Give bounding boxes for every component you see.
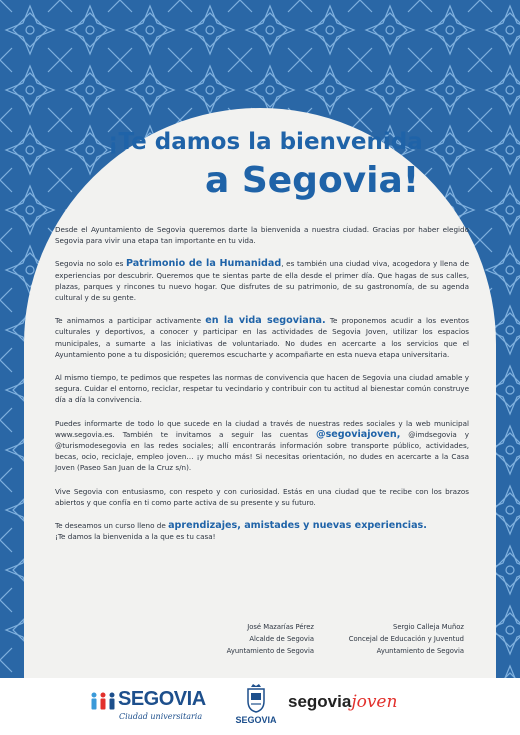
- paragraph-3-text-b: Te proponemos acudir a los eventos culturales y deportivos, a conocer y participar en las actividades de Segovia Joven, utilizar los espacios municipales, a sumarte a las iniciativas de voluntariado. No dudes en acercarte a los servicios que el Ayuntamiento pone a tu disposición; queremos escucharte y acompañarte en esta nueva etapa universitaria.: [55, 316, 469, 359]
- logo1-tagline: Ciudad universitaria: [119, 712, 203, 721]
- paragraph-7-text-b: ¡Te damos la bienvenida a la que es tu casa!: [55, 532, 216, 542]
- signature-left-name: José Mazarías Pérez: [247, 623, 314, 631]
- logo3-text-a: segovia: [288, 692, 352, 711]
- paragraph-2-text-a: Segovia no solo es: [55, 259, 127, 269]
- logo3-text-b: joven: [351, 692, 398, 712]
- segovia-crest-logo: [236, 683, 276, 729]
- paragraph-7-text-a: Te deseamos un curso lleno de: [55, 521, 169, 531]
- paragraph-1: Desde el Ayuntamiento de Segovia queremos darte la bienvenida a nuestra ciudad. Gracias por haber elegido Segovia para vivir una etapa tan importante en tu vida.: [55, 225, 469, 246]
- segovia-joven-logo: [288, 692, 397, 712]
- letter-body: [55, 224, 469, 542]
- logo1-name: SEGOVIA: [118, 688, 206, 710]
- paragraph-2: [55, 258, 469, 303]
- highlight-patrimonio: Patrimonio de la Humanidad: [126, 258, 282, 270]
- signature-right-org: Ayuntamiento de Segovia: [376, 647, 464, 655]
- segovia-ciudad-universitaria-logo: [90, 686, 205, 726]
- signature-right: [330, 621, 464, 657]
- signature-left: [192, 621, 314, 657]
- title-line-2: a Segovia!: [205, 160, 420, 201]
- paragraph-3: [55, 315, 469, 360]
- highlight-segoviajoven: @segoviajoven,: [315, 428, 401, 440]
- signature-left-org: Ayuntamiento de Segovia: [226, 647, 314, 655]
- paragraph-6: Vive Segovia con entusiasmo, con respeto y con curiosidad. Estás en una ciudad que te recibe con los brazos abiertos y que confía en ti como parte activa de su presente y su futuro.: [55, 486, 469, 507]
- coat-of-arms-icon: [245, 683, 267, 713]
- title-line-1: ¡Te damos la bienvenida: [108, 129, 423, 155]
- paragraph-4: Al mismo tiempo, te pedimos que respetes las normas de convivencia que hacen de Segovia una ciudad amable y segura. Cuidar el entorno, reciclar, respetar tu vecindario y contribuir con tu actitud al bienestar común construye día a día la convivencia.: [55, 373, 469, 405]
- highlight-aprendizajes: aprendizajes, amistades y nuevas experiencias.: [168, 520, 427, 532]
- paragraph-3-text-a: Te animamos a participar activamente: [55, 316, 206, 326]
- paragraph-5-text-b: @imdsegovia y @turismodesegovia en las redes sociales; allí encontrarás información sobre transporte público, actividades, becas, ocio, reciclaje, empleo joven… ¡y mucho más! Si necesitas orientación, no dudes en acercarte a la Casa Joven (Paseo San Juan de la Cruz s/n).: [55, 429, 470, 473]
- signature-right-name: Sergio Calleja Muñoz: [393, 623, 464, 631]
- highlight-vida-segoviana: en la vida segoviana.: [205, 315, 326, 327]
- paragraph-5-text-a: Puedes informarte de todo lo que sucede en la ciudad a través de nuestras redes sociales y la web municipal www.segovia.es. También te invitamos a seguir las cuentas: [55, 418, 469, 439]
- signature-right-role: Concejal de Educación y Juventud: [348, 635, 464, 643]
- paragraph-7: [55, 520, 469, 542]
- paragraph-5: [55, 418, 469, 474]
- logo2-name: SEGOVIA: [235, 715, 277, 725]
- people-icon: [90, 692, 116, 710]
- signature-left-role: Alcalde de Segovia: [249, 635, 314, 643]
- paragraph-2-text-b: , es también una ciudad viva, acogedora y llena de experiencias por descubrir. Queremos que te sientas parte de ella desde el primer día. Que hagas de sus calles, plazas, parques y rincones tu nuevo hogar. Que disfrutes de su patrimonio, de su gastronomía, de su agenda cultural y de su gente.: [55, 259, 469, 303]
